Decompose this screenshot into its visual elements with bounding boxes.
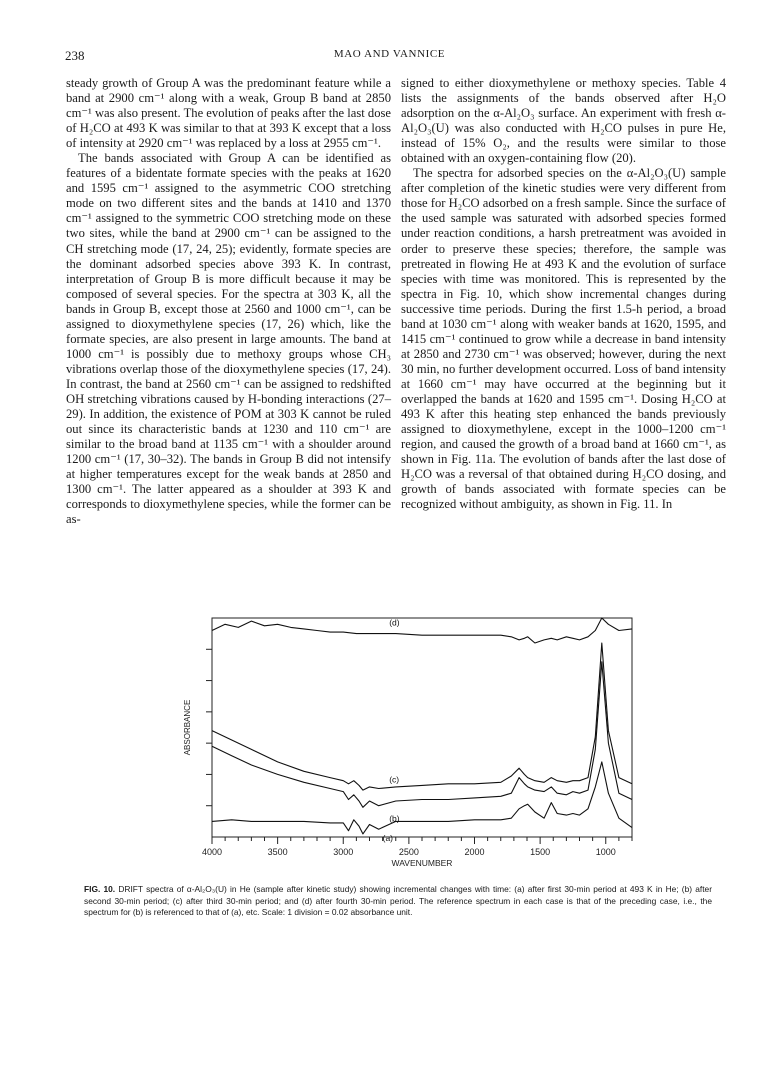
x-tick-label: 4000 [201, 847, 223, 857]
x-tick-label: 2500 [398, 847, 419, 857]
running-head: MAO AND VANNICE [333, 48, 446, 60]
plot-frame [212, 618, 632, 837]
caption-label: FIG. 10. [84, 884, 116, 894]
x-axis-label: WAVENUMBER [391, 858, 453, 868]
series-label: (a) [382, 833, 394, 844]
page-number: 238 [65, 48, 85, 63]
paragraph: The bands associated with Group A can be identified as features of a bidentate formate species with the peaks at 1620 and 1595 cm⁻¹ assigned to the asymmetric COO stretching mode on two different sites and the bands at 1410 and 1370 cm⁻¹ assigned to the symmetric COO stretching mode on these two sites, while the band at 2900 cm⁻¹ can be assigned to the CH stretching mode (17, 24, 25); evidently, formate species are the dominant adsorbed species above 393 K. In contrast, interpretation of Group B is more difficult because it may be composed of several species. For the spectra at 303 K, all the bands in Group B, except those at 2560 and 1000 cm⁻¹, can be assigned to dioxymethylene species (17, 26) which, like the formate species, are also present in large amounts. The band at 1000 cm⁻¹ is possibly due to methoxy groups whose CH₃ vibrations overlap those of the dioxymethylene species (17, 24). In contrast, the band at 2560 cm⁻¹ can be assigned to redshifted OH stretching vibrations caused by H-bonding interactions (27–29). In addition, the existence of POM at 303 K cannot be ruled out since its characteristic bands at 1230 and 110 cm⁻¹ are similar to the broad band at 1135 cm⁻¹ with a shoulder around 1200 cm⁻¹ (17, 30–32). The bands in Group B did not intensify at higher temperatures except for the weak bands at 2850 and 1300 cm⁻¹. The latter appeared as a shoulder at 393 K and corresponds to dioxymethylene species, while the former can be as- [66, 151, 391, 527]
x-tick-label: 1000 [595, 847, 616, 857]
x-tick-label: 3000 [333, 847, 354, 857]
series-label: (d) [389, 617, 400, 628]
x-tick-label: 3500 [267, 847, 288, 857]
x-tick-label: 1500 [530, 847, 551, 857]
spectrum-trace [212, 762, 632, 834]
paragraph: The spectra for adsorbed species on the α-Al₂O₃(U) sample after completion of the kinetic studies were very different from those for H₂CO adsorbed on a fresh sample. Since the surface of the used sample was saturated with adsorbed species formed under reaction conditions, a harsh pretreatment was avoided in order to preserve these species; therefore, the sample was pretreated in flowing He at 493 K and the evolution of surface species with time was monitored. This is represented by the spectra in Fig. 10, which show incremental changes during successive time periods. During the first 1.5-h period, a broad band at 1030 cm⁻¹ along with weaker bands at 1620, 1595, and 1415 cm⁻¹ continued to grow while a decrease in band intensity at 2850 and 2730 cm⁻¹ was observed; however, during the next 30 min, no further development occurred. Loss of band intensity at 1660 cm⁻¹ may have occurred at the beginning but it overlapped the bands at 1620 and 1595 cm⁻¹. Dosing H₂CO at 493 K after this heating step enhanced the bands previously assigned to dioxymethylene, except in the 1000–1200 cm⁻¹ region, and caused the growth of a broad band at 1660 cm⁻¹, as shown in Fig. 11a. The evolution of bands after the last dose of H₂CO was a reversal of that obtained during H₂CO dosing, and growth of bands associated with formate species can be recognized without ambiguity, as shown in Fig. 11. In [401, 166, 726, 512]
figure-caption [84, 884, 712, 919]
spectra-chart [160, 600, 660, 880]
x-tick-label: 2000 [464, 847, 485, 857]
series-label: (b) [389, 813, 400, 824]
spectrum-trace [212, 643, 632, 790]
caption-text: DRIFT spectra of α-Al₂O₃(U) in He (sample after kinetic study) showing incremental changes with time: (a) after first 30-min period at 493 K in He; (b) after second 30-min period; (c) after third 30-min period; and (d) after fourth 30-min period. The reference spectrum in each case is that of the preceding case, i.e., the spectrum for (b) is referenced to that of (a), etc. Scale: 1 division = 0.02 absorbance unit. [84, 884, 713, 918]
paragraph: steady growth of Group A was the predominant feature while a band at 2900 cm⁻¹ along with a weak, Group B band at 2850 cm⁻¹ was also present. The evolution of peaks after the last dose of H₂CO at 493 K was similar to that at 393 K except that a loss of intensity at 2920 cm⁻¹ was replaced by a loss at 2955 cm⁻¹. [66, 76, 391, 151]
y-axis-label: ABSORBANCE [183, 699, 192, 756]
right-column [401, 76, 726, 512]
paragraph: signed to either dioxymethylene or methoxy species. Table 4 lists the assignments of the bands observed after H₂O adsorption on the α-Al₂O₃ surface. An experiment with fresh α-Al₂O₃(U) was also conducted with H₂CO pulses in pure He, instead of 15% O₂, and the results were similar to those obtained with an oxygen-containing flow (20). [401, 76, 726, 166]
left-column [66, 76, 391, 527]
series-label: (c) [389, 774, 400, 785]
spectrum-trace [212, 618, 632, 643]
